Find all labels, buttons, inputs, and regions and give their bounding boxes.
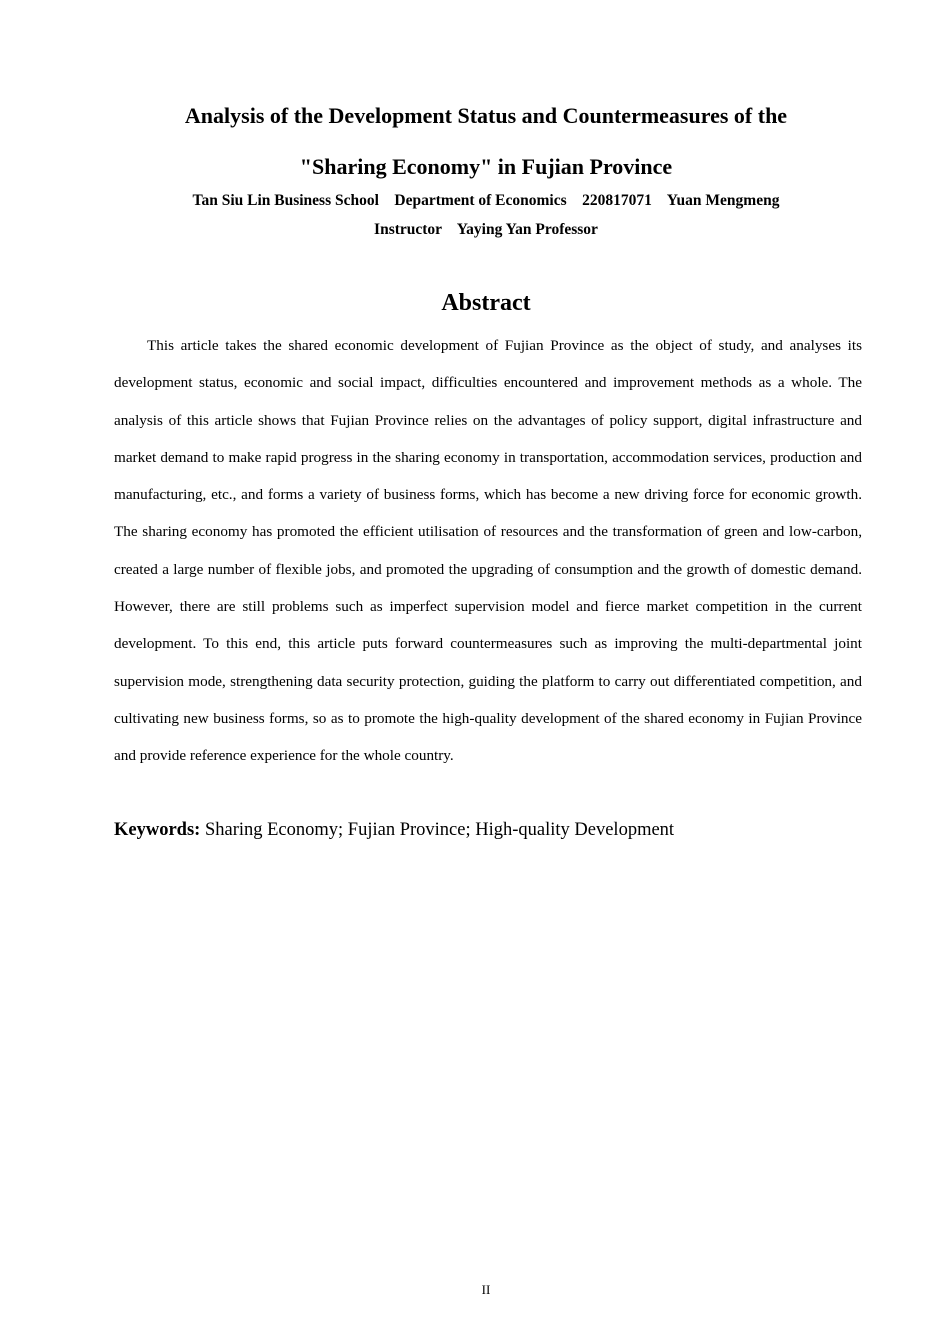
author-affiliation-line: Tan Siu Lin Business School Department of Economics 220817071 Yuan Mengmeng [192,192,780,209]
page-number: II [481,1282,491,1297]
keywords-line [114,818,862,842]
abstract-paragraph: This article takes the shared economic development of Fujian Province as the object of study, and analyses its development status, economic and social impact, difficulties encountered and improvement methods as a whole. The analysis of this article shows that Fujian Province relies on the advantages of policy support, digital infrastructure and market demand to make rapid progress in the sharing economy in transportation, accommodation services, production and manufacturing, etc., and forms a variety of business forms, which has become a new driving force for economic growth. The sharing economy has promoted the efficient utilisation of resources and the transformation of green and low-carbon, created a large number of flexible jobs, and promoted the upgrading of consumption and the growth of domestic demand. However, there are still problems such as imperfect supervision model and fierce market competition in the current development. To this end, this article puts forward countermeasures such as improving the multi-departmental joint supervision mode, strengthening data security protection, guiding the platform to carry out differentiated competition, and cultivating new business forms, so as to promote the high-quality development of the shared economy in Fujian Province and provide reference experience for the whole country. [114,337,862,765]
paper-title-line-2: "Sharing Economy" in Fujian Province [299,154,673,179]
keywords-text: Sharing Economy; Fujian Province; High-quality Development [200,820,675,840]
paper-title-line-1: Analysis of the Development Status and Countermeasures of the [184,103,788,128]
keywords-label: Keywords: [114,820,201,840]
abstract-heading: Abstract [441,290,531,316]
instructor-line: Instructor Yaying Yan Professor [374,221,598,238]
